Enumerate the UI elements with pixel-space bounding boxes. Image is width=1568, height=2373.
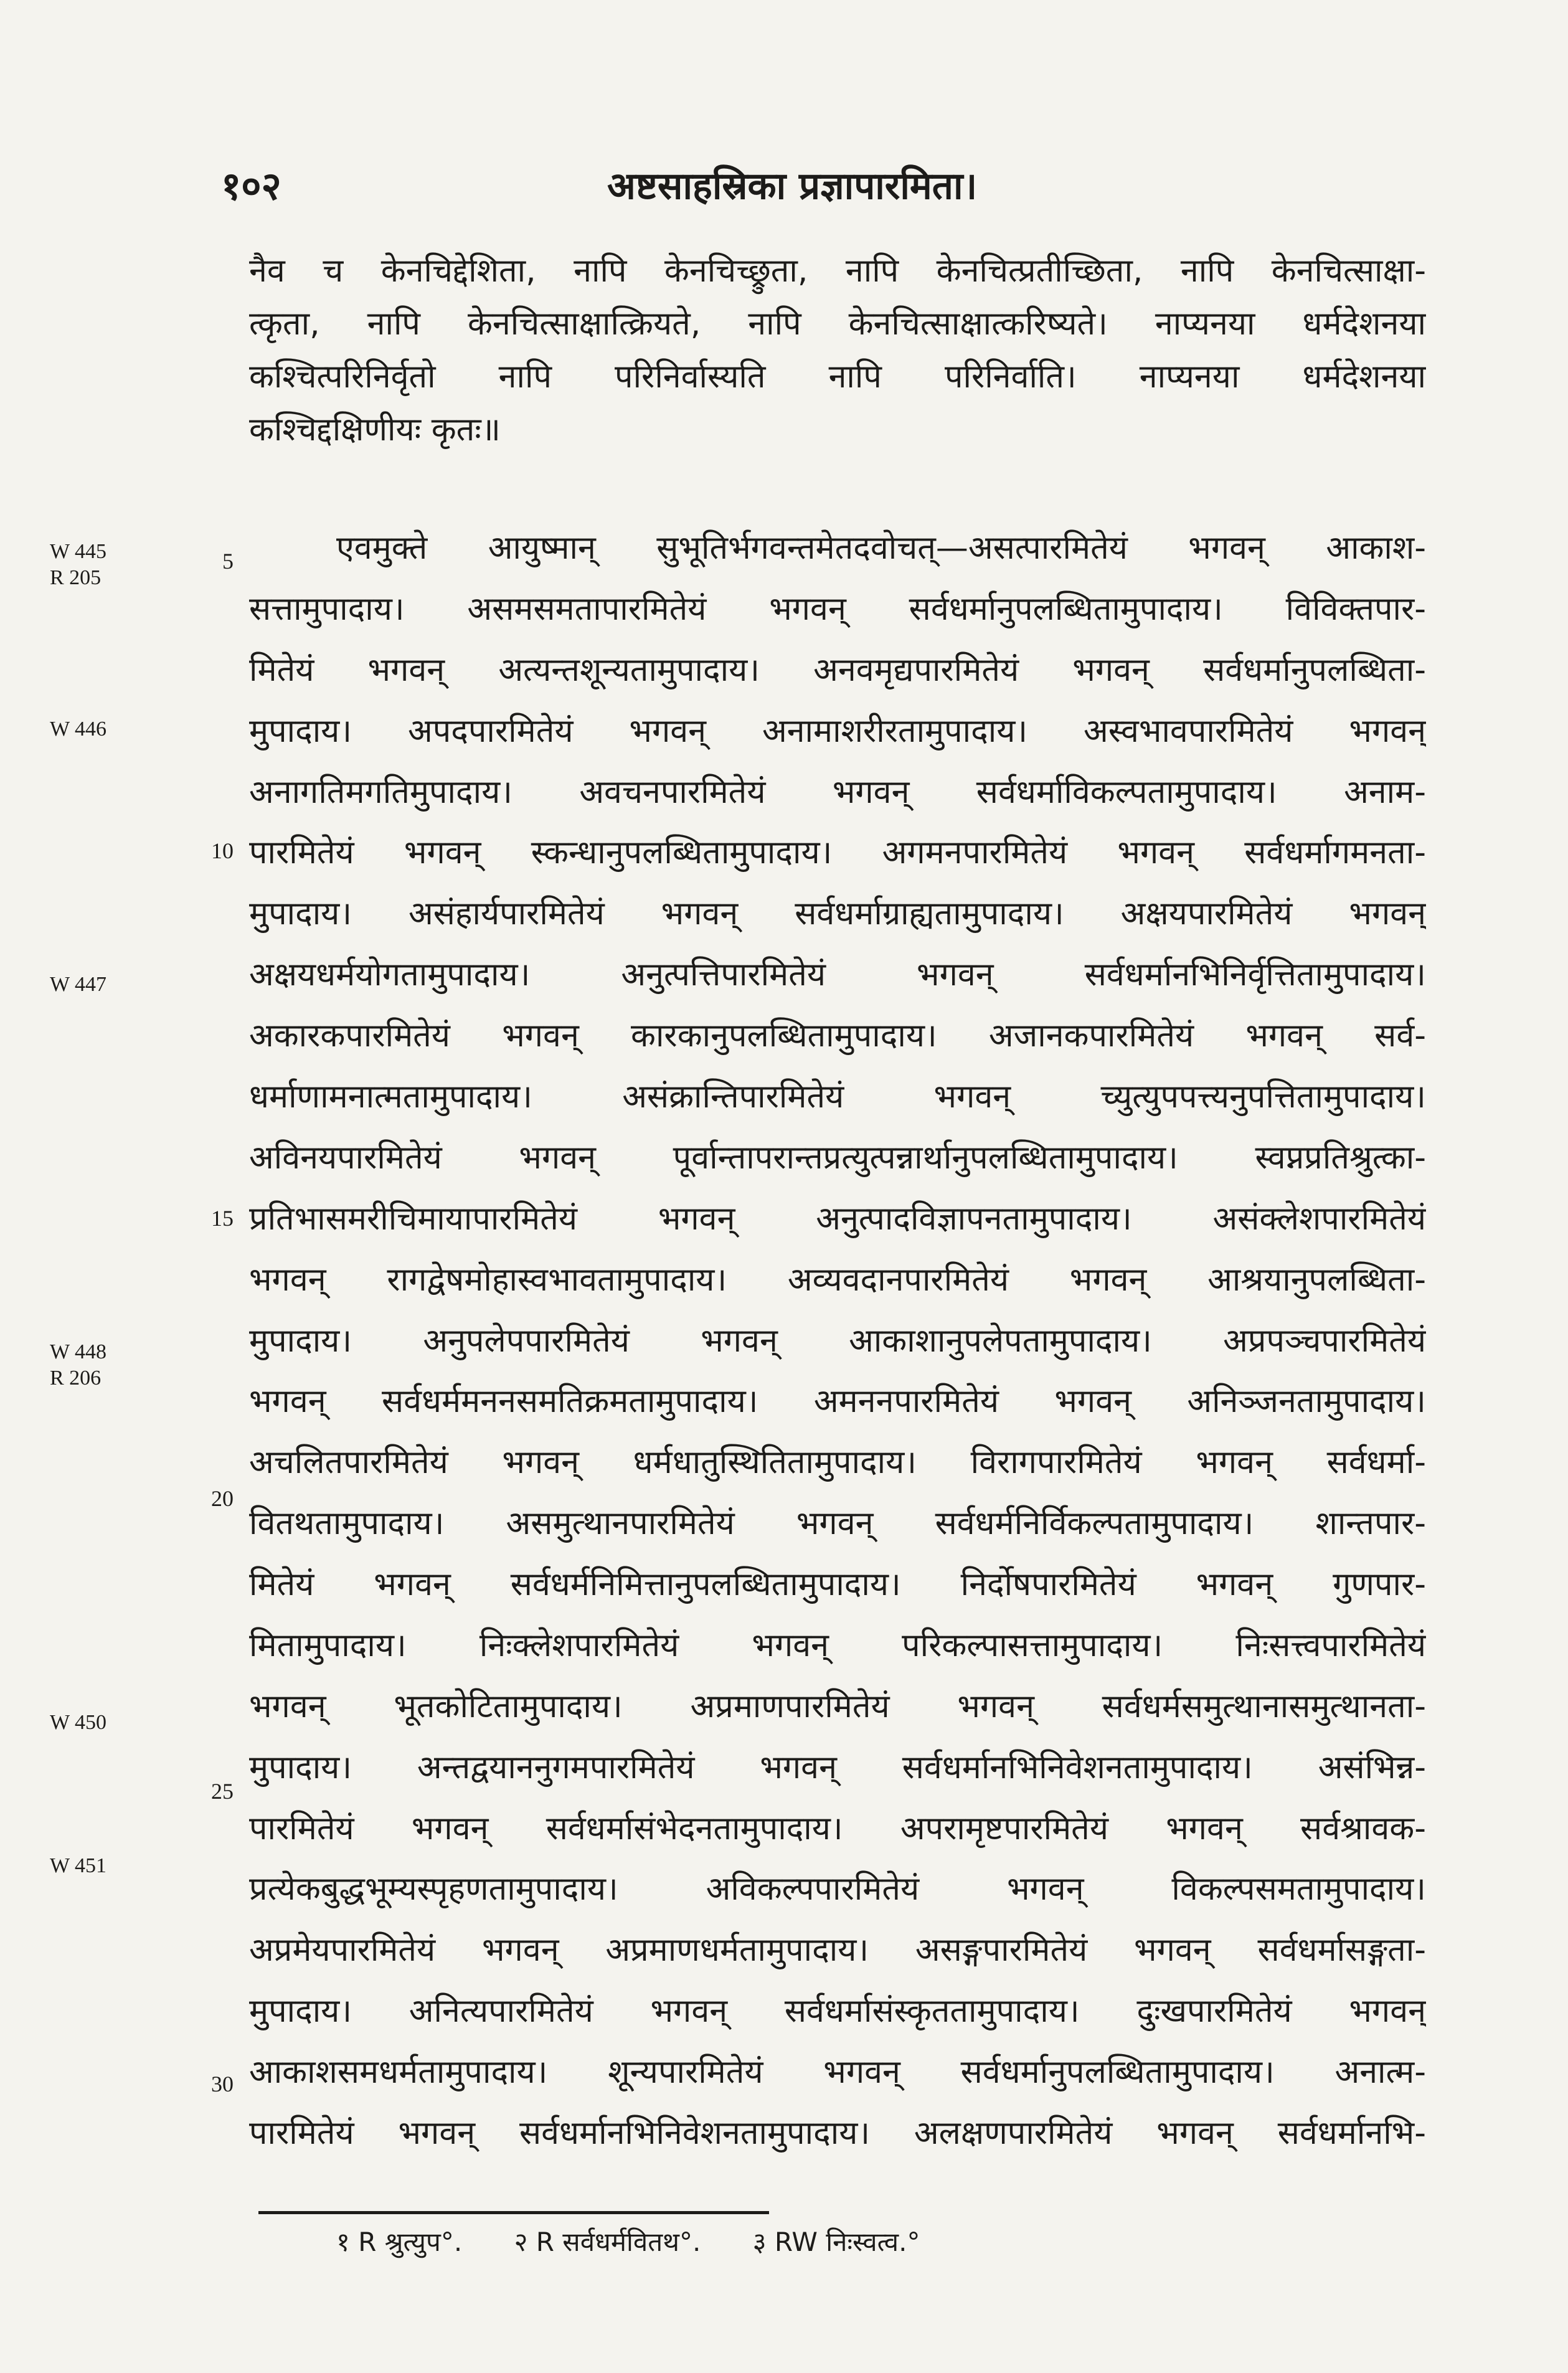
text-line: कश्चिद्दक्षिणीयः कृतः॥ [249, 411, 501, 448]
text-line: कश्चित्परिनिर्वृतो नापि परिनिर्वास्यति नापि परिनिर्वाति। नाप्यनया धर्मदेशनया [249, 358, 1426, 396]
text-line: भगवन् सर्वधर्ममननसमतिक्रमतामुपादाय। अमननपारमितेयं भगवन् अनिञ्जनतामुपादाय। [249, 1383, 1426, 1420]
line-number: 10 [211, 838, 234, 863]
text-line: अक्षयधर्मयोगतामुपादाय। अनुत्पत्तिपारमितेयं भगवन् सर्वधर्मानभिनिर्वृत्तितामुपादाय। [249, 956, 1426, 993]
text-line: नैव च केनचिद्देशिता, नापि केनचिच्छ्रुता, नापि केनचित्प्रतीच्छिता, नापि केनचित्साक्षा- [249, 252, 1426, 290]
page-header [221, 159, 1466, 215]
text-line: त्कृता, नापि केनचित्साक्षात्क्रियते, नापि केनचित्साक्षात्करिष्यते। नाप्यनया धर्मदेशनया [249, 305, 1426, 343]
running-title: अष्टसाहस्रिका प्रज्ञापारमिता। [607, 164, 978, 208]
footnote-1: १ R श्रुत्युप°. [336, 2227, 463, 2257]
text-line: मुपादाय। अनुपलेपपारमितेयं भगवन् आकाशानुपलेपतामुपादाय। अप्रपञ्चपारमितेयं [249, 1322, 1426, 1360]
page-number: १०२ [221, 163, 281, 209]
text-line: पारमितेयं भगवन् सर्वधर्मानभिनिवेशनतामुपादाय। अलक्षणपारमितेयं भगवन् सर्वधर्मानभि- [249, 2115, 1426, 2152]
text-line: मितेयं भगवन् सर्वधर्मनिमित्तानुपलब्धितामुपादाय। निर्दोषपारमितेयं भगवन् गुणपार- [249, 1566, 1426, 1603]
margin-ref-w448: W 448 [50, 1340, 106, 1363]
text-line: मुपादाय। अन्तद्वयाननुगमपारमितेयं भगवन् सर्वधर्मानभिनिवेशनतामुपादाय। असंभिन्न- [249, 1749, 1426, 1786]
text-line: भगवन् रागद्वेषमोहास्वभावतामुपादाय। अव्यवदानपारमितेयं भगवन् आश्रयानुपलब्धिता- [249, 1261, 1426, 1299]
line-number: 20 [211, 1486, 234, 1511]
margin-ref-w451: W 451 [50, 1854, 106, 1877]
footnote-2: २ R सर्वधर्मवितथ°. [514, 2227, 701, 2257]
text-line: अविनयपारमितेयं भगवन् पूर्वान्तापरान्तप्रत्युत्पन्नार्थानुपलब्धितामुपादाय। स्वप्नप्रतिश्रुत्का- [249, 1139, 1426, 1177]
text-line: अनागतिमगतिमुपादाय। अवचनपारमितेयं भगवन् सर्वधर्माविकल्पतामुपादाय। अनाम- [249, 774, 1426, 811]
footnotes [336, 2224, 1333, 2259]
text-line: अचलितपारमितेयं भगवन् धर्मधातुस्थितितामुपादाय। विरागपारमितेयं भगवन् सर्वधर्मा- [249, 1444, 1426, 1481]
text-line: आकाशसमधर्मतामुपादाय। शून्यपारमितेयं भगवन् सर्वधर्मानुपलब्धितामुपादाय। अनात्म- [249, 2053, 1426, 2091]
margin-ref-w450: W 450 [50, 1711, 106, 1734]
footnote-3: ३ RW निःस्वत्व.° [752, 2227, 920, 2257]
text-line: धर्माणामनात्मतामुपादाय। असंक्रान्तिपारमितेयं भगवन् च्युत्युपपत्त्यनुपत्तितामुपादाय। [249, 1078, 1426, 1115]
text-line: एवमुक्ते आयुष्मान् सुभूतिर्भगवन्तमेतदवोचत्—असत्पारमितेयं भगवन् आकाश- [336, 529, 1426, 567]
text-line: प्रत्येकबुद्धभूम्यस्पृहणतामुपादाय। अविकल्पपारमितेयं भगवन् विकल्पसमतामुपादाय। [249, 1870, 1426, 1908]
margin-ref-r206: R 206 [50, 1366, 102, 1390]
text-line: अप्रमेयपारमितेयं भगवन् अप्रमाणधर्मतामुपादाय। असङ्गपारमितेयं भगवन् सर्वधर्मासङ्गता- [249, 1931, 1426, 1969]
text-line: पारमितेयं भगवन् सर्वधर्मासंभेदनतामुपादाय। अपरामृष्टपारमितेयं भगवन् सर्वश्रावक- [249, 1810, 1426, 1847]
text-line: प्रतिभासमरीचिमायापारमितेयं भगवन् अनुत्पादविज्ञापनतामुपादाय। असंक्लेशपारमितेयं [249, 1200, 1426, 1238]
line-number: 30 [211, 2072, 234, 2096]
text-line: मुपादाय। असंहार्यपारमितेयं भगवन् सर्वधर्माग्राह्यतामुपादाय। अक्षयपारमितेयं भगवन् [249, 895, 1426, 932]
text-line: सत्तामुपादाय। असमसमतापारमितेयं भगवन् सर्वधर्मानुपलब्धितामुपादाय। विविक्तपार- [249, 590, 1426, 628]
text-line: पारमितेयं भगवन् स्कन्धानुपलब्धितामुपादाय। अगमनपारमितेयं भगवन् सर्वधर्मागमनता- [249, 834, 1426, 871]
margin-ref-w447: W 447 [50, 973, 106, 996]
text-line: अकारकपारमितेयं भगवन् कारकानुपलब्धितामुपादाय। अजानकपारमितेयं भगवन् सर्व- [249, 1017, 1426, 1054]
line-number: 15 [211, 1206, 234, 1231]
line-number: 25 [211, 1779, 234, 1804]
text-line: मितेयं भगवन् अत्यन्तशून्यतामुपादाय। अनवमृद्यपारमितेयं भगवन् सर्वधर्मानुपलब्धिता- [249, 651, 1426, 689]
margin-ref-r205: R 205 [50, 566, 102, 589]
text-line: मुपादाय। अपदपारमितेयं भगवन् अनामाशरीरतामुपादाय। अस्वभावपारमितेयं भगवन् [249, 713, 1426, 750]
margin-ref-w445: W 445 [50, 540, 106, 563]
margin-ref-w446: W 446 [50, 718, 106, 741]
text-line: भगवन् भूतकोटितामुपादाय। अप्रमाणपारमितेयं भगवन् सर्वधर्मसमुत्थानासमुत्थानता- [249, 1688, 1426, 1725]
text-line: मुपादाय। अनित्यपारमितेयं भगवन् सर्वधर्मासंस्कृततामुपादाय। दुःखपारमितेयं भगवन् [249, 1992, 1426, 2030]
text-line: मितामुपादाय। निःक्लेशपारमितेयं भगवन् परिकल्पासत्तामुपादाय। निःसत्त्वपारमितेयं [249, 1627, 1426, 1664]
text-line: वितथतामुपादाय। असमुत्थानपारमितेयं भगवन् सर्वधर्मनिर्विकल्पतामुपादाय। शान्तपार- [249, 1505, 1426, 1542]
footnote-rule [258, 2211, 769, 2214]
line-number: 5 [222, 549, 234, 574]
